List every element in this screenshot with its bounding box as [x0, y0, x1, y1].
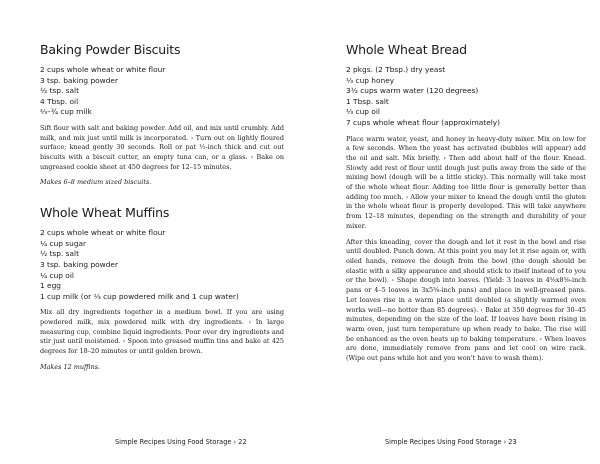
ingredient-item: ¼ cup sugar	[40, 238, 87, 248]
ingredient-item: ⅓ cup honey	[346, 75, 395, 85]
recipe-whole-wheat-bread	[346, 41, 586, 364]
recipe-whole-wheat-muffins	[40, 204, 284, 372]
section-spacer	[40, 192, 284, 204]
right-page	[300, 0, 600, 464]
ingredient-item: 2 cups whole wheat or white flour	[40, 65, 166, 74]
ingredient-list	[40, 228, 284, 302]
page-footer: Simple Recipes Using Food Storage › 22	[115, 438, 247, 446]
ingredient-item: ½ tsp. salt	[40, 249, 79, 259]
recipe-yield: Makes 12 muffins.	[40, 362, 101, 371]
recipe-instructions: After this kneading, cover the dough and let it rest in the bowl and rise until doubled. Punch down. At this point you may let it rise again or, with oiled hands, remove the dough from the bowl (the dough should be elastic with a silky appearance and should stick to itself instead of to you or the bowl). › Shape dough into loaves. (Yield: 3 loaves in 4⅝x8⅝-inch pans or 4–5 loaves in 3x5⅝-inch pans) and place in well-greased pans. Let loaves rise in a warm place until doubled (a slightly warmed oven works well—no hotter than 85 degrees). › Bake at 350 degrees for 30–45 minutes, depending on the size of the loaf. If loaves have been rising in warm oven, just turn temperature up when ready to bake. The rise will be enhanced as the oven heats up to baking temperature. › When loaves are done, immediately remove from pans and let cool on wire rack. (Wipe out pans while hot and you won't have to wash them).	[346, 237, 586, 363]
recipe-yield: Makes 6–8 medium sized biscuits.	[40, 178, 152, 187]
ingredient-item: 3 tsp. baking powder	[40, 259, 119, 269]
ingredient-item: 4 Tbsp. oil	[40, 96, 79, 106]
ingredient-item: ¼ cup oil	[40, 270, 74, 280]
ingredient-item: 1 egg	[40, 281, 61, 291]
ingredient-item: 1 Tbsp. salt	[346, 96, 389, 106]
ingredient-list	[40, 65, 284, 118]
ingredient-item: 3½ cups warm water (120 degrees)	[346, 86, 479, 96]
ingredient-item: 2 pkgs. (2 Tbsp.) dry yeast	[346, 65, 446, 74]
recipe-baking-powder-biscuits	[40, 41, 284, 188]
ingredient-item: ⅓ cup oil	[346, 107, 380, 117]
ingredient-item: 7 cups whole wheat flour (approximately)	[346, 117, 501, 127]
right-column	[346, 41, 586, 370]
ingredient-item: ⅔–¾ cup milk	[40, 107, 92, 117]
recipe-instructions: Place warm water, yeast, and honey in heavy-duty mixer. Mix on low for a few seconds. When the yeast has activated (bubbles will appear) add the oil and salt. Mix briefly. › Then add about half of the flour. Knead. Slowly add rest of flour until dough just pulls away from the side of the mixing bowl (dough will be a little sticky). This normally will take most of the whole wheat flour. Adding too little flour is generally better than adding too much. › Allow your mixer to knead the dough until the gluten in the whole wheat flour is properly developed. This will take anywhere from 12–18 minutes, depending on the strength and durability of your mixer.	[346, 134, 586, 230]
recipe-title: Whole Wheat Muffins	[40, 205, 170, 221]
left-column	[40, 41, 284, 377]
ingredient-item: 2 cups whole wheat or white flour	[40, 228, 166, 238]
ingredient-list	[346, 65, 586, 129]
recipe-title: Baking Powder Biscuits	[40, 42, 181, 57]
recipe-instructions: Sift flour with salt and baking powder. Add oil, and mix until crumbly. Add milk, and mix just until milk is incorporated. › Turn out on lightly floured surface; knead gently 30 seconds. Roll or pat ½-inch thick and cut out biscuits with a biscuit cutter, an empty tuna can, or a glass. › Bake on ungreased cookie sheet at 450 degrees for 12–15 minutes.	[40, 123, 284, 171]
page-footer: Simple Recipes Using Food Storage › 23	[385, 438, 517, 446]
ingredient-item: 1 cup milk (or ⅓ cup powdered milk and 1 cup water)	[40, 291, 239, 301]
recipe-title: Whole Wheat Bread	[346, 42, 467, 57]
ingredient-item: 3 tsp. baking powder	[40, 75, 119, 85]
ingredient-item: ½ tsp. salt	[40, 86, 79, 96]
recipe-instructions: Mix all dry ingredients together in a medium bowl. If you are using powdered milk, mix powdered milk with dry ingredients. › In large measuring cup, combine liquid ingredients. Pour over dry ingredients and stir just until moistened. › Spoon into greased muffin tins and bake at 425 degrees for 18–20 minutes or until golden brown.	[40, 308, 284, 356]
